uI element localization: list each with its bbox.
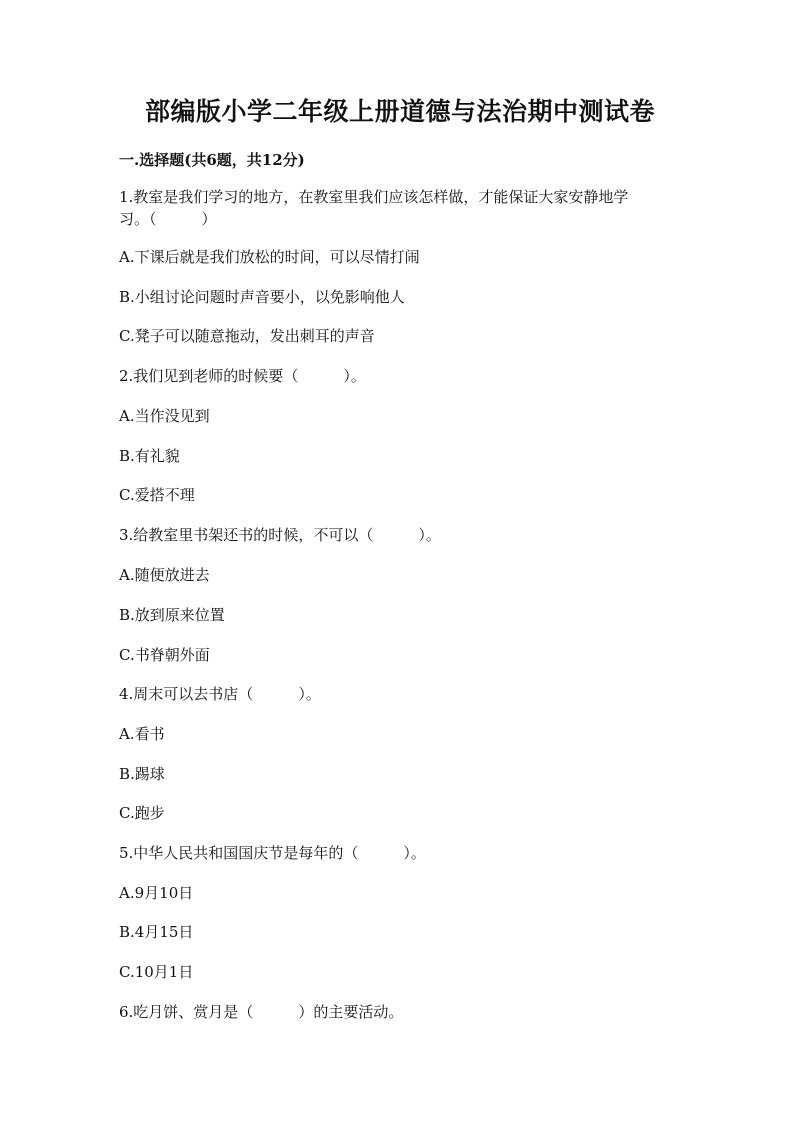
question-4-option-c: C.跑步 xyxy=(119,804,165,822)
section-heading: 一.选择题(共6题，共12分) xyxy=(119,151,305,169)
question-1-option-a: A.下课后就是我们放松的时间，可以尽情打闹 xyxy=(119,248,420,266)
question-2-stem: 2.我们见到老师的时候要（ ）。 xyxy=(119,367,366,385)
question-2-option-a: A.当作没见到 xyxy=(119,407,210,425)
question-1-option-b: B.小组讨论问题时声音要小，以免影响他人 xyxy=(119,288,405,306)
question-3-option-b: B.放到原来位置 xyxy=(119,606,225,624)
question-2-option-b: B.有礼貌 xyxy=(119,447,180,465)
question-3-option-c: C.书脊朝外面 xyxy=(119,646,210,664)
question-1-stem-line-2: 习。（ ） xyxy=(119,210,217,228)
question-1-stem-line-1: 1.教室是我们学习的地方，在教室里我们应该怎样做，才能保证大家安静地学 xyxy=(119,188,629,206)
question-6-stem: 6.吃月饼、赏月是（ ）的主要活动。 xyxy=(119,1003,404,1021)
question-5-stem: 5.中华人民共和国国庆节是每年的（ ）。 xyxy=(119,844,426,862)
question-4-option-a: A.看书 xyxy=(119,725,165,743)
question-3-option-a: A.随便放进去 xyxy=(119,566,210,584)
question-5-option-c: C.10月1日 xyxy=(119,963,194,981)
question-4-option-b: B.踢球 xyxy=(119,765,165,783)
question-4-stem: 4.周末可以去书店（ ）。 xyxy=(119,685,321,703)
question-3-stem: 3.给教室里书架还书的时候，不可以（ ）。 xyxy=(119,526,441,544)
question-1-option-c: C.凳子可以随意拖动，发出刺耳的声音 xyxy=(119,327,375,345)
page-title: 部编版小学二年级上册道德与法治期中测试卷 xyxy=(144,97,655,126)
question-5-option-a: A.9月10日 xyxy=(119,884,194,902)
question-5-option-b: B.4月15日 xyxy=(119,923,194,941)
question-2-option-c: C.爱搭不理 xyxy=(119,486,195,504)
